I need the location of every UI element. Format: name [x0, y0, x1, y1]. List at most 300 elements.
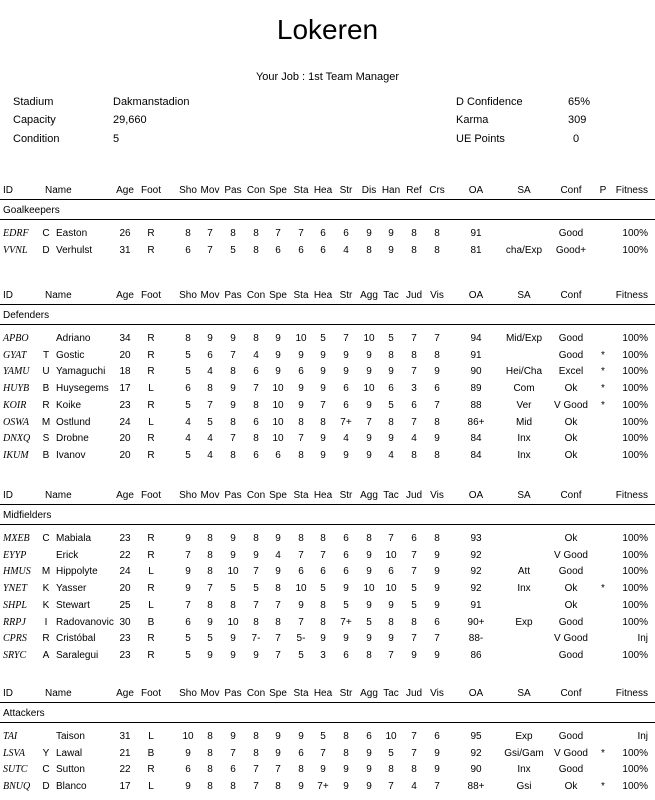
a7: 7	[320, 550, 326, 561]
a7: 7	[320, 748, 326, 759]
a10: 9	[388, 433, 394, 444]
player-initial: K	[42, 600, 50, 611]
col-header-c14: Tac	[383, 290, 399, 301]
a9: 9	[366, 350, 372, 361]
a3: 8	[230, 450, 236, 461]
a1: 6	[185, 245, 191, 256]
col-header-c12: Str	[339, 688, 353, 699]
a5: 7	[275, 633, 281, 644]
player-oa: 92	[470, 550, 482, 561]
a3: 8	[230, 366, 236, 377]
player-foot: L	[148, 383, 154, 394]
a2: 8	[207, 566, 213, 577]
a11: 8	[411, 617, 417, 628]
a10: 5	[388, 748, 394, 759]
col-header-c8: Con	[246, 688, 266, 699]
player-initial: M	[41, 566, 51, 577]
a12: 9	[434, 550, 440, 561]
a4: 6	[253, 417, 259, 428]
a7: 5	[320, 731, 326, 742]
a4: 8	[253, 228, 259, 239]
player-name: Ostlund	[56, 417, 91, 428]
info-label-stadium: Stadium	[13, 96, 54, 108]
a8: 7+	[340, 417, 352, 428]
a10: 5	[388, 400, 394, 411]
player-oa: 88+	[467, 781, 485, 792]
player-initial: C	[42, 228, 50, 239]
col-header-fitness: Fitness	[615, 290, 648, 301]
a3: 7	[230, 350, 236, 361]
a8: 8	[343, 748, 349, 759]
col-header-c8: Con	[246, 290, 266, 301]
player-sa: Gsi/Gam	[504, 748, 544, 759]
a10: 9	[388, 245, 394, 256]
a12: 6	[434, 617, 440, 628]
a7: 8	[320, 600, 326, 611]
a11: 6	[411, 533, 417, 544]
player-conf: V Good	[554, 550, 588, 561]
a5: 10	[272, 417, 284, 428]
a6: 9	[298, 731, 304, 742]
section-divider	[0, 324, 655, 325]
player-fitness: 100%	[622, 433, 648, 444]
a5: 8	[275, 781, 281, 792]
col-header-c15: Jud	[405, 688, 423, 699]
a9: 9	[366, 366, 372, 377]
a7: 7	[320, 400, 326, 411]
player-oa: 81	[470, 245, 482, 256]
col-header-c9: Spe	[269, 688, 287, 699]
a3: 9	[230, 731, 236, 742]
a12: 7	[434, 400, 440, 411]
a4: 8	[253, 617, 259, 628]
a2: 7	[207, 245, 213, 256]
player-oa: 88	[470, 400, 482, 411]
a11: 7	[411, 566, 417, 577]
a3: 9	[230, 550, 236, 561]
col-header-c15: Ref	[406, 185, 422, 196]
a1: 5	[185, 633, 191, 644]
a9: 5	[366, 617, 372, 628]
a2: 8	[207, 731, 213, 742]
a1: 9	[185, 566, 191, 577]
a1: 6	[185, 383, 191, 394]
a10: 8	[388, 350, 394, 361]
player-fitness: 100%	[622, 600, 648, 611]
player-initial: M	[41, 417, 51, 428]
col-header-name: Name	[45, 688, 72, 699]
a8: 4	[343, 433, 349, 444]
player-id: IKUM	[3, 450, 29, 461]
a10: 4	[388, 450, 394, 461]
a3: 10	[227, 617, 239, 628]
player-age: 23	[119, 533, 131, 544]
player-foot: R	[147, 333, 155, 344]
a1: 7	[185, 550, 191, 561]
col-header-c6: Mov	[200, 490, 220, 501]
player-conf: V Good	[554, 633, 588, 644]
a9: 9	[366, 566, 372, 577]
a2: 8	[207, 781, 213, 792]
player-conf: Ok	[564, 433, 578, 444]
player-conf: Ok	[564, 533, 578, 544]
a11: 7	[411, 731, 417, 742]
a2: 9	[207, 333, 213, 344]
player-initial: U	[42, 366, 50, 377]
a4: 7	[253, 781, 259, 792]
section-title: Attackers	[3, 708, 45, 719]
player-sa: Inx	[517, 764, 531, 775]
a4: 6	[253, 366, 259, 377]
player-age: 23	[119, 650, 131, 661]
a5: 4	[275, 550, 281, 561]
col-header-id: ID	[3, 185, 13, 196]
player-name: Erick	[56, 550, 79, 561]
a4: 7	[253, 764, 259, 775]
a12: 7	[434, 333, 440, 344]
a12: 7	[434, 633, 440, 644]
player-p: *	[601, 781, 605, 792]
a7: 3	[320, 650, 326, 661]
a1: 5	[185, 400, 191, 411]
col-header-c14: Han	[381, 185, 401, 196]
a12: 9	[434, 583, 440, 594]
player-oa: 90	[470, 366, 482, 377]
a12: 9	[434, 366, 440, 377]
col-header-conf: Conf	[560, 688, 582, 699]
a6: 7	[298, 228, 304, 239]
player-foot: R	[147, 650, 155, 661]
player-fitness: 100%	[622, 617, 648, 628]
col-header-c11: Hea	[313, 490, 333, 501]
a11: 6	[411, 400, 417, 411]
a1: 10	[182, 731, 194, 742]
a10: 9	[388, 600, 394, 611]
a8: 9	[343, 450, 349, 461]
a9: 9	[366, 748, 372, 759]
a12: 8	[434, 350, 440, 361]
a6: 6	[298, 748, 304, 759]
player-initial: B	[42, 450, 50, 461]
a6: 9	[298, 400, 304, 411]
player-id: APBO	[3, 333, 29, 344]
a7: 9	[320, 764, 326, 775]
a9: 9	[366, 764, 372, 775]
col-header-age: Age	[116, 290, 134, 301]
col-header-foot: Foot	[140, 185, 162, 196]
player-conf: Good	[558, 566, 584, 577]
a12: 6	[434, 731, 440, 742]
player-initial: D	[42, 245, 50, 256]
col-header-c12: Str	[339, 290, 353, 301]
a12: 9	[434, 748, 440, 759]
col-header-age: Age	[116, 688, 134, 699]
a3: 8	[230, 600, 236, 611]
a11: 9	[411, 650, 417, 661]
a7: 6	[320, 566, 326, 577]
info-value-condition: 5	[113, 133, 120, 145]
player-id: GYAT	[3, 350, 27, 361]
player-name: Stewart	[56, 600, 90, 611]
a11: 8	[411, 245, 417, 256]
col-header-conf: Conf	[560, 185, 582, 196]
a4: 6	[253, 450, 259, 461]
col-header-c7: Pas	[224, 688, 242, 699]
player-oa: 84	[470, 433, 482, 444]
a1: 8	[185, 228, 191, 239]
col-header-c16: Vis	[430, 490, 444, 501]
a5: 10	[272, 400, 284, 411]
a8: 6	[343, 550, 349, 561]
player-foot: R	[147, 450, 155, 461]
a7: 6	[320, 228, 326, 239]
player-fitness: Inj	[637, 633, 648, 644]
a6: 5-	[296, 633, 306, 644]
a1: 9	[185, 533, 191, 544]
a5: 6	[275, 450, 281, 461]
a3: 8	[230, 228, 236, 239]
a12: 6	[434, 383, 440, 394]
a10: 10	[385, 731, 397, 742]
player-fitness: 100%	[622, 764, 648, 775]
player-conf: Ok	[564, 781, 578, 792]
player-oa: 86+	[467, 417, 485, 428]
col-header-conf: Conf	[560, 290, 582, 301]
a12: 8	[434, 228, 440, 239]
a4: 8	[253, 433, 259, 444]
a11: 5	[411, 583, 417, 594]
player-conf: Good	[558, 617, 584, 628]
player-fitness: 100%	[622, 228, 648, 239]
a6: 7	[298, 617, 304, 628]
player-foot: B	[147, 748, 155, 759]
player-id: EYYP	[3, 550, 27, 561]
a11: 8	[411, 764, 417, 775]
a1: 9	[185, 583, 191, 594]
col-header-c13: Agg	[360, 490, 378, 501]
player-id: MXEB	[3, 533, 30, 544]
col-header-c5: Sho	[179, 490, 197, 501]
a6: 6	[298, 566, 304, 577]
player-initial: C	[42, 764, 50, 775]
a8: 8	[343, 731, 349, 742]
player-age: 22	[119, 764, 131, 775]
col-header-name: Name	[45, 290, 72, 301]
a5: 7	[275, 764, 281, 775]
a2: 5	[207, 633, 213, 644]
player-name: Adriano	[56, 333, 91, 344]
a3: 9	[230, 400, 236, 411]
a6: 5	[298, 650, 304, 661]
player-sa: Exp	[515, 731, 533, 742]
player-id: SRYC	[3, 650, 27, 661]
player-fitness: 100%	[622, 566, 648, 577]
col-header-c9: Spe	[269, 185, 287, 196]
player-id: DNXQ	[3, 433, 31, 444]
player-fitness: 100%	[622, 383, 648, 394]
player-conf: Ok	[564, 417, 578, 428]
a9: 9	[366, 400, 372, 411]
a8: 7+	[340, 617, 352, 628]
a7: 9	[320, 450, 326, 461]
a7: 8	[320, 617, 326, 628]
player-sa: Att	[517, 566, 531, 577]
section-divider	[0, 722, 655, 723]
a5: 10	[272, 383, 284, 394]
a9: 9	[366, 450, 372, 461]
a8: 6	[343, 533, 349, 544]
player-name: Cristóbal	[56, 633, 96, 644]
a9: 8	[366, 650, 372, 661]
player-conf: Ok	[564, 450, 578, 461]
player-initial: K	[42, 583, 50, 594]
a3: 9	[230, 650, 236, 661]
player-name: Koike	[56, 400, 82, 411]
a6: 7	[298, 433, 304, 444]
player-foot: L	[148, 566, 154, 577]
player-fitness: 100%	[622, 650, 648, 661]
a3: 10	[227, 566, 239, 577]
player-p: *	[601, 366, 605, 377]
col-header-c15: Jud	[405, 290, 423, 301]
player-conf: V Good	[554, 400, 588, 411]
section-title: Defenders	[3, 310, 50, 321]
header-divider	[0, 702, 655, 703]
player-fitness: 100%	[622, 550, 648, 561]
player-oa: 95	[470, 731, 482, 742]
col-header-foot: Foot	[140, 688, 162, 699]
player-fitness: 100%	[622, 533, 648, 544]
a4: 8	[253, 731, 259, 742]
player-foot: L	[148, 417, 154, 428]
a11: 4	[411, 433, 417, 444]
player-age: 30	[119, 617, 131, 628]
player-initial: S	[42, 433, 50, 444]
a10: 10	[385, 550, 397, 561]
player-fitness: Inj	[637, 731, 648, 742]
player-p: *	[601, 350, 605, 361]
player-foot: R	[147, 633, 155, 644]
player-sa: Com	[513, 383, 535, 394]
a7: 8	[320, 417, 326, 428]
a4: 4	[253, 350, 259, 361]
player-name: Yasser	[56, 583, 87, 594]
a7: 9	[320, 633, 326, 644]
a4: 7	[253, 383, 259, 394]
info-value-capacity: 29,660	[113, 114, 147, 126]
a7: 8	[320, 533, 326, 544]
col-header-c11: Hea	[313, 688, 333, 699]
a10: 7	[388, 533, 394, 544]
player-conf: Excel	[558, 366, 584, 377]
col-header-foot: Foot	[140, 290, 162, 301]
a2: 8	[207, 383, 213, 394]
player-age: 23	[119, 400, 131, 411]
col-header-sa: SA	[517, 490, 531, 501]
a12: 8	[434, 417, 440, 428]
a9: 10	[363, 583, 375, 594]
col-header-oa: OA	[468, 490, 484, 501]
player-age: 20	[119, 450, 131, 461]
a2: 7	[207, 400, 213, 411]
player-oa: 91	[470, 350, 482, 361]
col-header-c5: Sho	[179, 688, 197, 699]
a10: 8	[388, 417, 394, 428]
player-name: Huysegems	[56, 383, 109, 394]
a7: 5	[320, 333, 326, 344]
player-initial: T	[42, 350, 50, 361]
player-oa: 94	[470, 333, 482, 344]
col-header-c6: Mov	[200, 688, 220, 699]
player-sa: Mid/Exp	[505, 333, 543, 344]
a8: 6	[343, 400, 349, 411]
player-conf: V Good	[554, 748, 588, 759]
a2: 8	[207, 533, 213, 544]
info-label-karma: Karma	[456, 114, 489, 126]
player-name: Drobne	[56, 433, 89, 444]
a6: 9	[298, 350, 304, 361]
col-header-conf: Conf	[560, 490, 582, 501]
player-sa: Gsi	[516, 781, 532, 792]
player-sa: Ver	[516, 400, 532, 411]
player-sa: Inx	[517, 433, 531, 444]
player-age: 18	[119, 366, 131, 377]
a1: 4	[185, 417, 191, 428]
player-conf: Good	[558, 650, 584, 661]
a12: 9	[434, 566, 440, 577]
player-oa: 92	[470, 748, 482, 759]
player-initial: A	[42, 650, 50, 661]
a5: 9	[275, 566, 281, 577]
player-p: *	[601, 383, 605, 394]
team-title: Lokeren	[276, 14, 379, 45]
col-header-c16: Crs	[429, 185, 445, 196]
col-header-sa: SA	[517, 185, 531, 196]
job-subtitle: Your Job : 1st Team Manager	[255, 71, 400, 83]
a8: 9	[343, 633, 349, 644]
col-header-sa: SA	[517, 290, 531, 301]
player-age: 24	[119, 566, 131, 577]
player-age: 17	[119, 383, 131, 394]
a9: 9	[366, 633, 372, 644]
a1: 8	[185, 333, 191, 344]
player-sa: Exp	[515, 617, 533, 628]
player-fitness: 100%	[622, 400, 648, 411]
a3: 8	[230, 417, 236, 428]
a5: 9	[275, 350, 281, 361]
a9: 7	[366, 417, 372, 428]
player-id: SHPL	[3, 600, 27, 611]
col-header-name: Name	[45, 490, 72, 501]
a6: 8	[298, 533, 304, 544]
col-header-c5: Sho	[179, 185, 197, 196]
col-header-c9: Spe	[269, 290, 287, 301]
player-fitness: 100%	[622, 781, 648, 792]
player-foot: R	[147, 400, 155, 411]
info-value-d-confidence: 65%	[568, 96, 591, 108]
info-label-capacity: Capacity	[13, 114, 56, 126]
header-divider	[0, 304, 655, 305]
col-header-c15: Jud	[405, 490, 423, 501]
col-header-c16: Vis	[430, 688, 444, 699]
a3: 9	[230, 333, 236, 344]
a2: 9	[207, 617, 213, 628]
a2: 4	[207, 450, 213, 461]
info-value-karma: 309	[568, 114, 587, 126]
player-foot: L	[148, 731, 154, 742]
a12: 9	[434, 764, 440, 775]
col-header-c6: Mov	[200, 290, 220, 301]
